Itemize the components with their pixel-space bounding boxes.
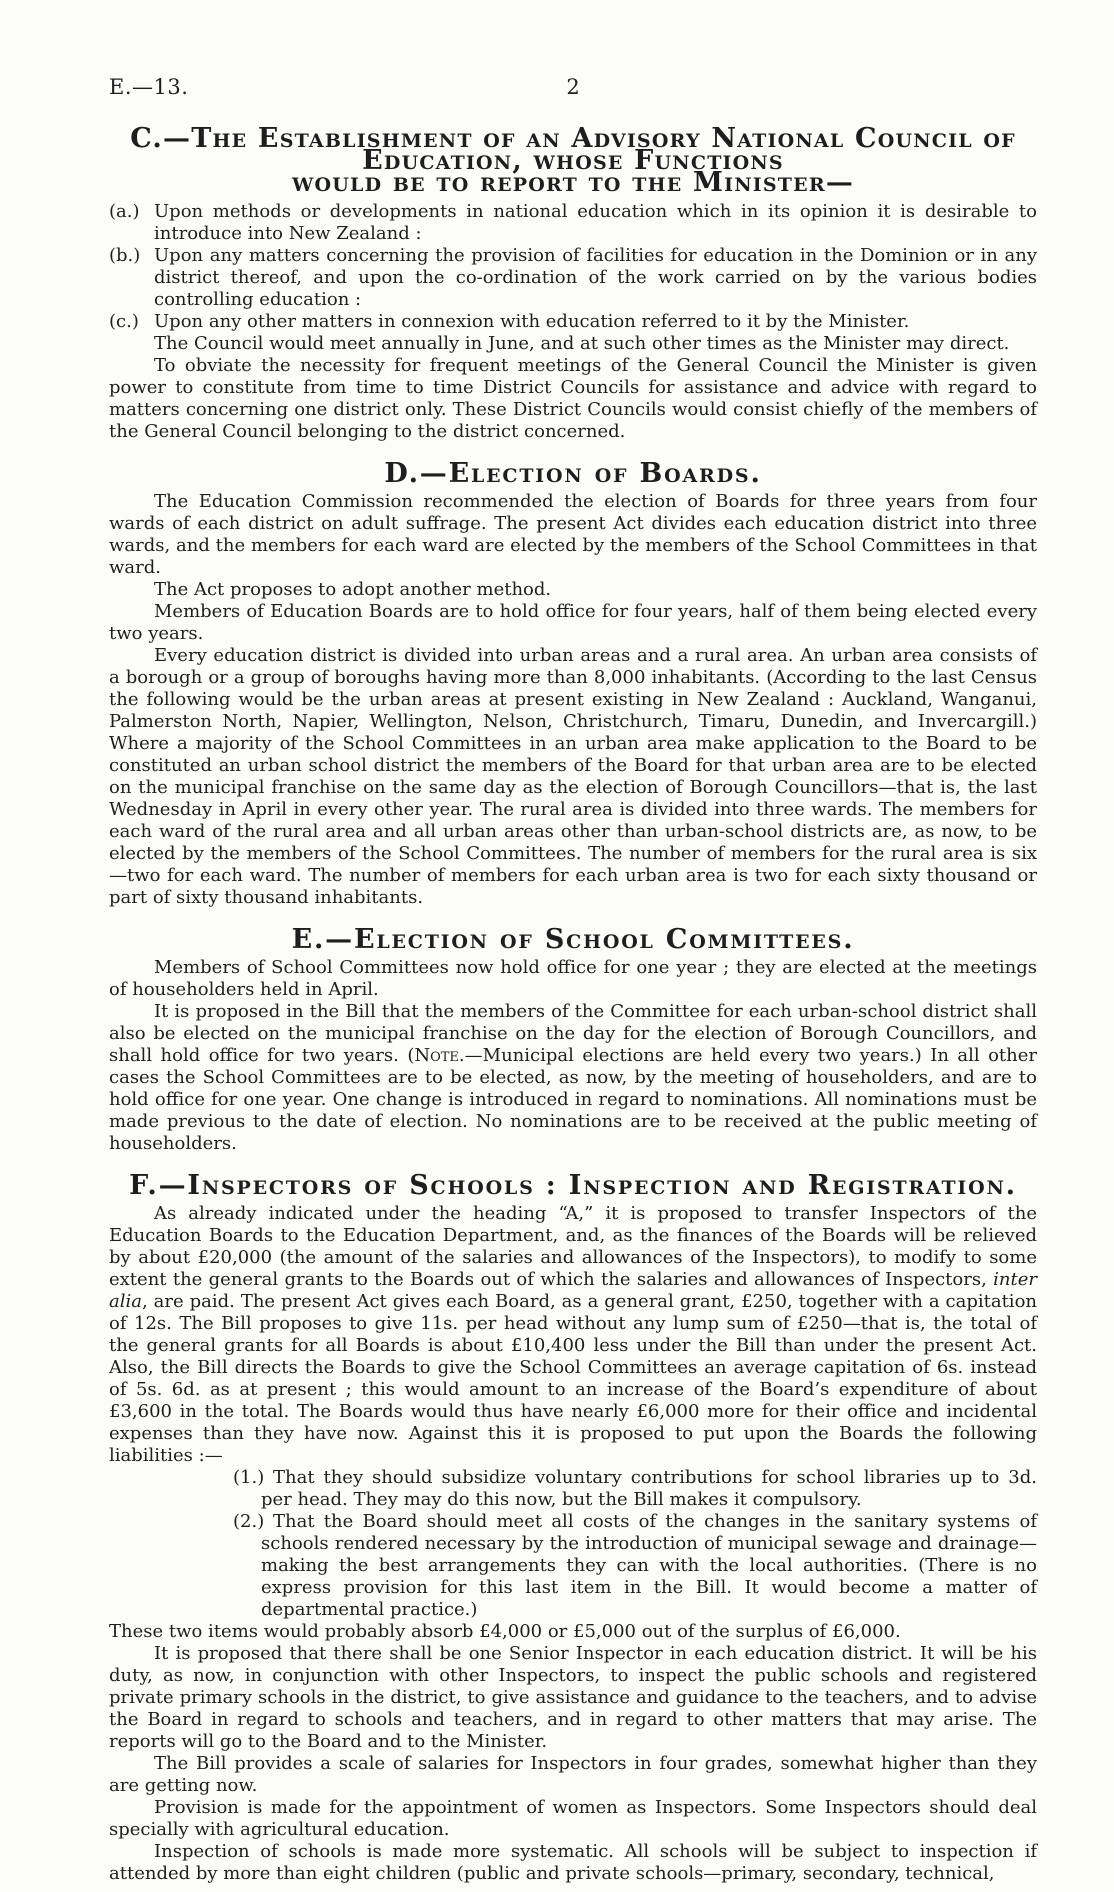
item-text: Upon methods or developments in national education which in its opinion it is desirable to introduce into New Zealand : (154, 201, 1037, 244)
document-body (109, 123, 1037, 1885)
paragraph: It is proposed that there shall be one Senior Inspector in each education district. It will be his duty, as now, in conjunction with other Inspectors, to inspect the public schools and registered private primary schools in the district, to give assistance and guidance to the teachers, and to advise the Board in regard to schools and teachers, and in regard to other matters that may arise. The reports will go to the Board and to the Minister. (109, 1643, 1037, 1752)
item-label: (a.) (109, 201, 140, 222)
paragraph: Every education district is divided into urban areas and a rural area. An urban area consists of a borough or a group of boroughs having more than 8,000 inhabitants. (According to the last Census the following would be the urban areas at present existing in New Zealand : Auckland, Wanganui, Palmerston North, Napier, Wellington, Nelson, Christchurch, Timaru, Dunedin, and Invercargill.) Where a majority of the School Committees in an urban area make application to the Board to be constituted an urban school district the members of the Board for that urban area are to be elected on the municipal franchise on the same day as the election of Borough Councillors—that is, the last Wednesday in April in every other year. The rural area is divided into three wards. The members for each ward of the rural area and all urban areas other than urban-school districts are, as now, to be elected by the members of the School Committees. The number of members for the rural area is six—two for each ward. The number of members for each urban area is two for each sixty thousand or part of sixty thousand inhabitants. (109, 645, 1037, 908)
heading-line: C.—The Establishment of an Advisory National Council of Education, whose Functions (130, 123, 1016, 176)
section-d (109, 458, 1037, 909)
item-text: Upon any matters concerning the provision of facilities for education in the Dominion or in any district thereof, and upon the co-ordination of the work carried on by the various bodies controlling education : (154, 245, 1037, 310)
liability-item-2 (109, 1511, 1037, 1621)
item-label: (b.) (109, 245, 141, 266)
text-run: As already indicated under the heading “A,” it is proposed to transfer Inspectors of the Education Boards to the Education Department, and, as the finances of the Boards will be relieved by about £20,000 (the amount of the salaries and allowances of the Inspectors), to modify to some extent the general grants to the Boards out of which the salaries and allowances of Inspectors, (109, 1203, 1037, 1290)
item-text: That they should subsidize voluntary contributions for school libraries up to 3d. per head. They may do this now, but the Bill makes it compulsory. (261, 1467, 1037, 1510)
item-label: (c.) (109, 311, 139, 332)
item-text: Upon any other matters in connexion with education referred to it by the Minister. (154, 311, 910, 332)
paragraph: Provision is made for the appointment of women as Inspectors. Some Inspectors should deal specially with agricultural education. (109, 1797, 1037, 1840)
paragraph (109, 1001, 1037, 1155)
paragraph: Inspection of schools is made more systematic. All schools will be subject to inspection if attended by more than eight children (public and private schools—primary, secondary, technical, (109, 1841, 1037, 1884)
paragraph: The Education Commission recommended the election of Boards for three years from four wards of each district on adult suffrage. The present Act divides each education district into three wards, and the members for each ward are elected by the members of the School Committees in that ward. (109, 491, 1037, 578)
running-head: E.—13. (109, 75, 189, 99)
section-e (109, 924, 1037, 1155)
list-item-a (109, 201, 1037, 245)
paragraph: Members of Education Boards are to hold office for four years, half of them being elected every two years. (109, 601, 1037, 644)
section-heading-f: F.—Inspectors of Schools : Inspection and Registration. (129, 1170, 1017, 1201)
text-run: , are paid. The present Act gives each Board, as a general grant, £250, together with a capitation of 12s. The Bill proposes to give 11s. per head without any lump sum of £250—that is, the total of the general grants for all Boards is about £10,400 less under the Bill than under the present Act. Also, the Bill directs the Boards to give the School Committees an average capitation of 6s. instead of 5s. 6d. as at present ; this would amount to an increase of the Board’s expenditure of about £3,600 in the total. The Boards would thus have nearly £6,000 more for their office and incidental expenses than they have now. Against this it is proposed to put upon the Boards the following liabilities :— (109, 1291, 1037, 1466)
section-f (109, 1170, 1037, 1885)
list-item-b (109, 245, 1037, 311)
liability-item-1 (109, 1467, 1037, 1511)
note-label: Note (414, 1045, 459, 1066)
paragraph: The Bill provides a scale of salaries for Inspectors in four grades, somewhat higher than they are getting now. (109, 1753, 1037, 1796)
section-heading-d: D.—Election of Boards. (384, 458, 762, 489)
page-number: 2 (566, 75, 580, 99)
paragraph (109, 1203, 1037, 1467)
paragraph: These two items would probably absorb £4,000 or £5,000 out of the surplus of £6,000. (109, 1621, 901, 1642)
text-run: It is proposed in the Bill that the members of the Committee for each urban-school district shall also be elected on the municipal franchise on the day for the election of Borough Councillors, and shall hold office for two years. ( (109, 1001, 1037, 1066)
paragraph: The Act proposes to adopt another method. (154, 579, 552, 600)
heading-line: would be to report to the Minister— (291, 167, 855, 198)
text-run: .—Municipal elections are held every two years.) In all other cases the School Committees are to be elected, as now, by the meeting of householders, and are to hold office for one year. One change is introduced in regard to nominations. All nominations must be made previous to the date of election. No nominations are to be received at the public meeting of householders. (109, 1045, 1037, 1154)
section-c (109, 123, 1037, 443)
item-label: (1.) (233, 1467, 265, 1488)
list-item-c (109, 311, 1037, 333)
paragraph: Members of School Committees now hold office for one year ; they are elected at the meetings of householders held in April. (109, 957, 1037, 1000)
italic-term: inter alia (109, 1269, 1037, 1312)
section-heading-c (109, 123, 1037, 198)
item-text: That the Board should meet all costs of the changes in the sanitary systems of schools rendered necessary by the introduction of municipal sewage and drainage—making the best arrangements they can with the local authorities. (There is no express provision for this last item in the Bill. It would become a matter of departmental practice.) (261, 1511, 1037, 1620)
paragraph: The Council would meet annually in June, and at such other times as the Minister may direct. (154, 333, 1010, 354)
paragraph: To obviate the necessity for frequent meetings of the General Council the Minister is given power to constitute from time to time District Councils for assistance and advice with regard to matters concerning one district only. These District Councils would consist chiefly of the members of the General Council belonging to the district concerned. (109, 355, 1037, 442)
item-label: (2.) (233, 1511, 265, 1532)
section-heading-e: E.—Election of School Committees. (291, 924, 855, 955)
